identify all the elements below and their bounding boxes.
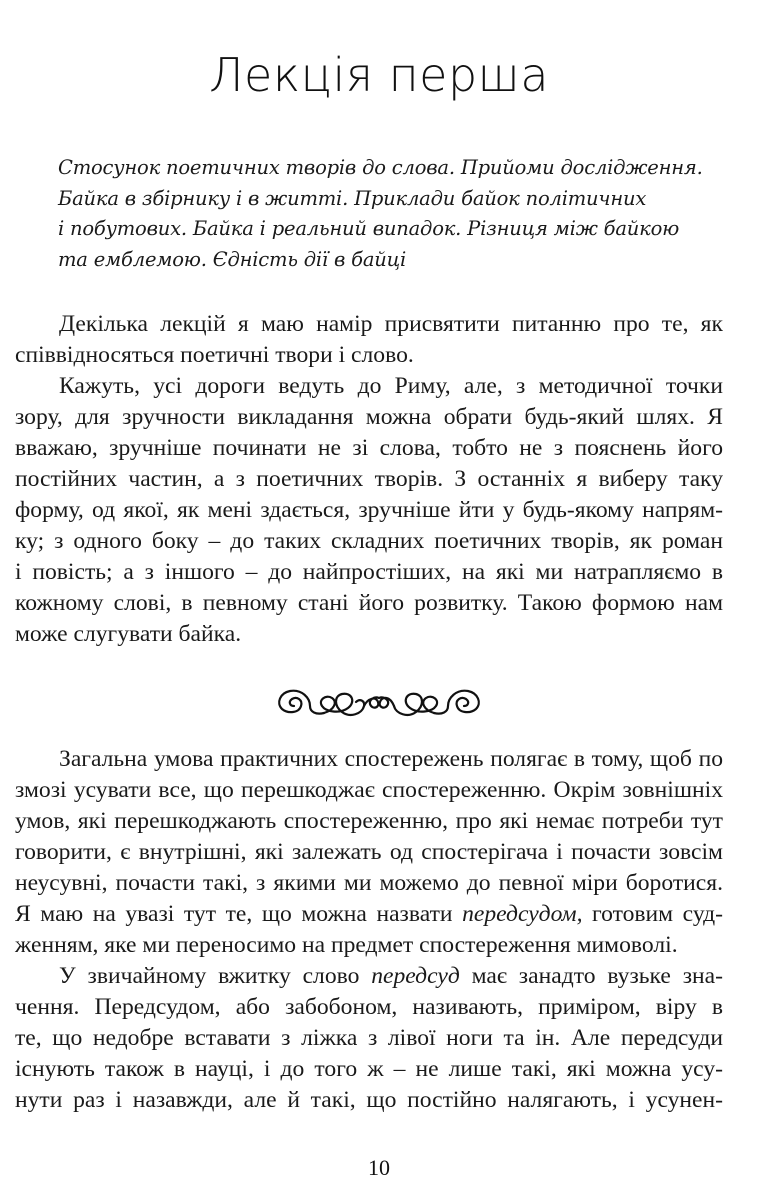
summary-line: та емблемою. Єдність дії в байці: [58, 247, 407, 271]
text-run: Я маю на увазі тут те, що можна назвати: [15, 901, 463, 927]
paragraph-line: Кажуть, усі дороги ведуть до Риму, але, з методичної точки: [59, 373, 723, 399]
body-section-1: [15, 309, 723, 650]
paragraph-line: постійних частин, а з поетичних творів. З останніх я виберу таку: [15, 466, 723, 492]
paragraph-line: існують також в науці, і до того ж – не лише такі, які можна усу-: [15, 1056, 723, 1082]
text-run: має занадто вузьке зна-: [459, 963, 723, 989]
body-section-2: [15, 744, 723, 1116]
paragraph-line: змозі усувати все, що перешкоджає спостереженню. Окрім зовнішніх: [15, 777, 723, 803]
paragraph-line: ку; з одного боку – до таких складних поетичних творів, як роман: [15, 528, 723, 554]
paragraph-line: чення. Передсудом, або забобоном, називають, приміром, віру в: [15, 994, 723, 1020]
paragraph-line: [15, 961, 723, 992]
text-run: готовим суд-: [582, 901, 723, 927]
paragraph-line: співвідносяться поетичні твори і слово.: [15, 342, 414, 368]
paragraph-line: те, що недобре вставати з ліжка з лівої ноги та ін. Але передсуди: [15, 1025, 723, 1051]
paragraph-line: женням, яке ми переносимо на предмет спостереження мимоволі.: [15, 932, 678, 958]
paragraph-line: умов, які перешкоджають спостереженню, про які немає потреби тут: [15, 808, 723, 834]
paragraph-line: може слугувати байка.: [15, 621, 242, 647]
chapter-summary: [58, 153, 703, 275]
paragraph-line: Загальна умова практичних спостережень полягає в тому, щоб по: [59, 746, 723, 772]
paragraph-line: нути раз і назавжди, але й такі, що постійно налягають, і усунен-: [15, 1087, 723, 1113]
summary-line: Стосунок поетичних творів до слова. Прийоми дослідження.: [58, 156, 703, 179]
page-number: 10: [368, 1155, 390, 1180]
paragraph-line: Декілька лекцій я маю намір присвятити питанню про те, як: [59, 311, 723, 337]
paragraph-line: зору, для зручности викладання можна обрати будь-який шлях. Я: [15, 404, 723, 430]
emphasis-term: передсуд: [371, 963, 460, 989]
paragraph-line: форму, од якої, як мені здається, зручніше йти у будь-якому напрям-: [15, 497, 723, 523]
flourish-divider-icon: [272, 684, 486, 724]
emphasis-term: передсудом,: [462, 901, 583, 927]
paragraph-line: говорити, є внутрішні, які залежать од спостерігача і почасти зовсім: [15, 839, 723, 865]
summary-line: Байка в збірнику і в житті. Приклади байок політичних: [58, 186, 647, 210]
paragraph-line: неусувні, почасти такі, з якими ми можемо до певної міри боротися.: [15, 870, 723, 896]
summary-line: і побутових. Байка і реальний випадок. Різниця між байкою: [58, 217, 680, 241]
paragraph-line: і повість; а з іншого – до найпростіших, на які ми натрапляємо в: [15, 559, 723, 585]
paragraph-line: вважаю, зручніше починати не зі слова, тобто не з пояснень його: [15, 435, 723, 461]
page-title: Лекція перша: [208, 47, 550, 102]
text-run: У звичайному вжитку слово: [59, 963, 372, 989]
paragraph-line: кожному слові, в певному стані його розвитку. Такою формою нам: [15, 590, 723, 616]
paragraph-line: [15, 899, 723, 930]
